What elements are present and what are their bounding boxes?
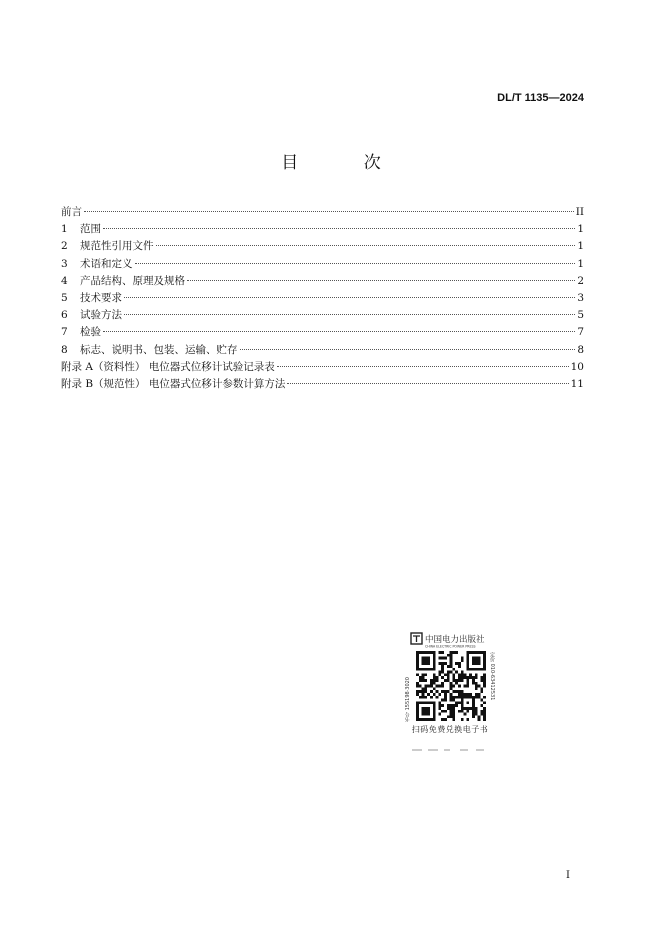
toc-entry-label: 检验	[80, 326, 101, 339]
toc-title: 目 次	[281, 153, 411, 173]
toc-leader-dots	[124, 314, 575, 315]
toc-leader-dots	[240, 349, 576, 350]
toc-leader-dots	[84, 211, 574, 212]
qr-caption: 扫码免费兑换电子书	[411, 725, 489, 734]
toc-leader-dots	[103, 331, 575, 332]
toc-entry-number: 6	[61, 309, 68, 322]
toc-entry[interactable]	[61, 273, 584, 290]
toc-entry-label: 术语和定义	[80, 257, 133, 270]
toc-entry-label: 范围	[80, 223, 101, 236]
toc-entry[interactable]	[61, 204, 584, 221]
toc-entry-page: 1	[577, 223, 584, 236]
toc-entry-label: 附录 B（规范性） 电位器式位移计参数计算方法	[61, 378, 286, 391]
publisher-logo-icon	[410, 631, 494, 649]
toc-entry-number: 8	[61, 343, 68, 356]
toc-entry-page: 1	[577, 257, 584, 270]
toc-entry-page: II	[575, 206, 584, 218]
qr-card	[404, 627, 496, 755]
toc-entry-label: 前言	[61, 206, 82, 218]
toc-entry-label: 技术要求	[80, 292, 122, 305]
toc-entry[interactable]	[61, 376, 584, 393]
toc-entry[interactable]	[61, 342, 584, 359]
toc-entry-label: 标志、说明书、包装、运输、贮存	[80, 343, 238, 356]
caption-underline-decoration	[408, 748, 492, 752]
publisher-logo-text: 中国电力出版社	[425, 635, 485, 645]
toc-entry-label: 试验方法	[80, 309, 122, 322]
toc-entry-number: 5	[61, 292, 68, 305]
toc-entry[interactable]	[61, 238, 584, 255]
toc-entry-label: 规范性引用文件	[80, 240, 154, 253]
toc-leader-dots	[135, 263, 576, 264]
side-text-left: 书号 155198·3020	[405, 677, 411, 722]
page-number: I	[566, 870, 570, 881]
toc-entry-page: 3	[577, 292, 584, 305]
side-text-right: 定价 010-63412531	[489, 652, 495, 701]
toc-entry[interactable]	[61, 307, 584, 324]
toc-leader-dots	[287, 383, 568, 384]
toc-leader-dots	[277, 366, 569, 367]
toc-entry-page: 2	[577, 274, 584, 287]
toc-entry-page: 7	[577, 326, 584, 339]
toc-leader-dots	[103, 228, 575, 229]
publisher-logo-subtext: CHINA ELECTRIC POWER PRESS	[425, 644, 476, 649]
toc-entry-number: 4	[61, 274, 68, 287]
toc-entry[interactable]	[61, 359, 584, 376]
toc-entry-page: 5	[577, 309, 584, 322]
toc-entry-page: 8	[577, 343, 584, 356]
toc-entry[interactable]	[61, 256, 584, 273]
qr-code-icon[interactable]	[416, 651, 486, 721]
toc-leader-dots	[124, 297, 575, 298]
document-code: DL/T 1135—2024	[497, 92, 584, 104]
toc-leader-dots	[156, 245, 576, 246]
toc-entry-number: 2	[61, 240, 68, 253]
toc-entry-number: 1	[61, 223, 68, 236]
toc-entry[interactable]	[61, 221, 584, 238]
toc-entry-label: 产品结构、原理及规格	[80, 274, 185, 287]
toc-entry-page: 10	[570, 360, 584, 373]
toc-entry-number: 3	[61, 257, 68, 270]
toc-list	[61, 204, 584, 393]
toc-entry-number: 7	[61, 326, 68, 339]
toc-entry[interactable]	[61, 290, 584, 307]
toc-entry-page: 11	[570, 378, 584, 391]
toc-leader-dots	[187, 280, 575, 281]
toc-entry[interactable]	[61, 324, 584, 341]
toc-entry-label: 附录 A（资料性） 电位器式位移计试验记录表	[61, 360, 275, 373]
toc-entry-page: 1	[577, 240, 584, 253]
